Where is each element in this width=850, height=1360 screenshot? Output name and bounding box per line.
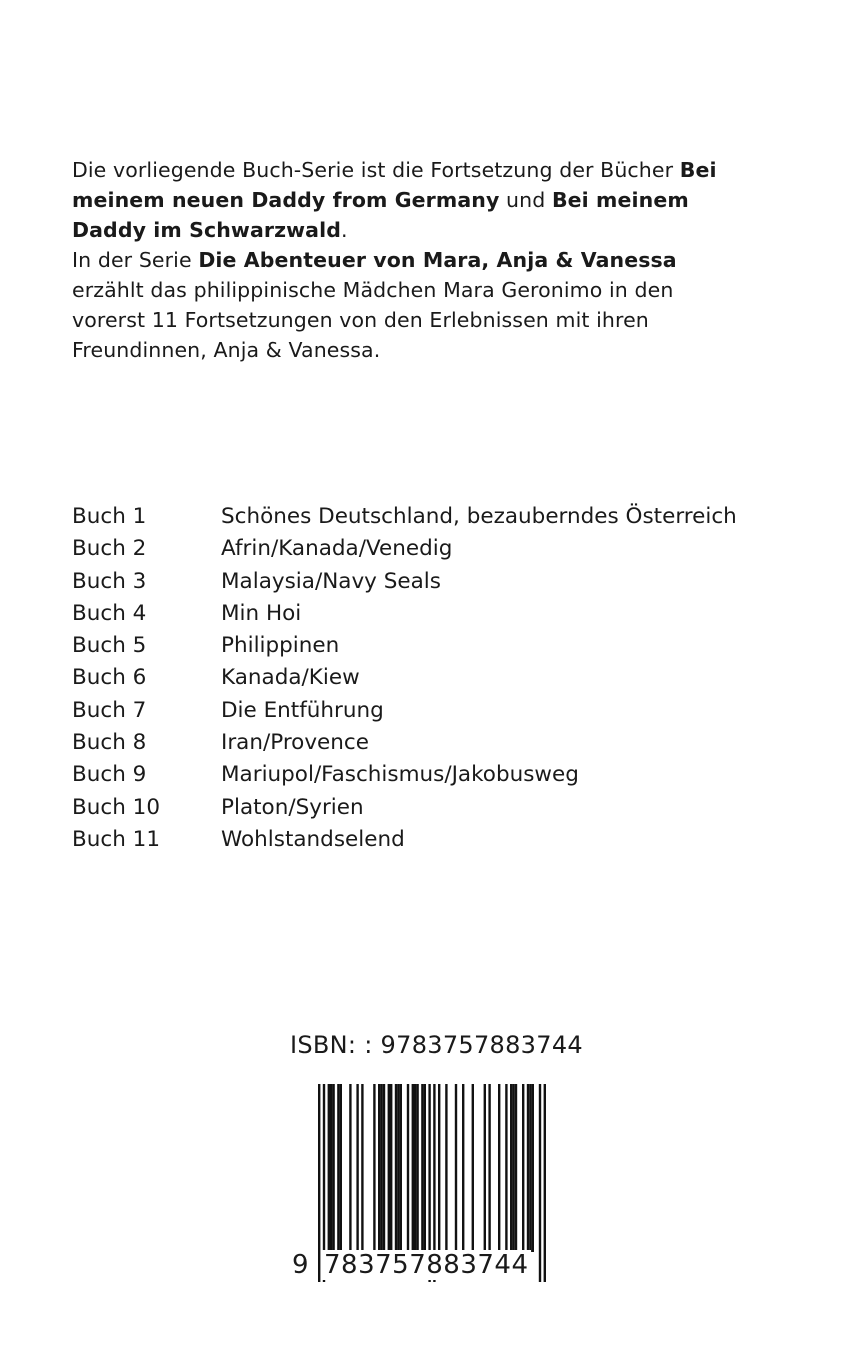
book-row — [72, 695, 792, 727]
book-number: Buch 9 — [72, 762, 147, 788]
series-introduction — [72, 155, 752, 365]
barcode-bar — [330, 1084, 332, 1252]
book-number: Buch 10 — [72, 794, 161, 820]
barcode-first-digit: 9 — [292, 1250, 313, 1280]
barcode-bar — [484, 1084, 486, 1252]
barcode-bar — [522, 1084, 524, 1252]
book-number: Buch 2 — [72, 536, 147, 562]
book-title: Wohlstandselend — [221, 826, 405, 852]
intro-connector: und — [499, 188, 552, 212]
barcode-bar — [378, 1084, 380, 1252]
intro-paragraph-1 — [72, 155, 752, 245]
barcode-bar — [414, 1084, 416, 1252]
book-title: Mariupol/Faschismus/Jakobusweg — [221, 762, 579, 788]
book-title: Malaysia/Navy Seals — [221, 568, 441, 594]
book-number: Buch 4 — [72, 600, 147, 626]
barcode-bar — [388, 1084, 390, 1252]
book-title: Schönes Deutschland, bezauberndes Österreich — [221, 504, 737, 529]
barcode-bar — [400, 1084, 402, 1252]
barcode-bar — [472, 1084, 474, 1252]
barcode-bar — [505, 1084, 507, 1252]
barcode-bar — [349, 1084, 351, 1252]
book-row — [72, 501, 792, 533]
barcode-bar — [328, 1084, 330, 1252]
book-row — [72, 662, 792, 694]
barcode-bar — [488, 1084, 490, 1252]
barcode-bar — [361, 1084, 363, 1252]
barcode-bar — [397, 1084, 399, 1252]
book-title-schwarzwald: Bei meinem Daddy im Schwarzwald — [72, 188, 689, 242]
intro-paragraph-2 — [72, 245, 752, 365]
book-number: Buch 7 — [72, 697, 147, 723]
book-title: Platon/Syrien — [221, 794, 364, 820]
book-number: Buch 5 — [72, 633, 147, 659]
book-title: Die Entführung — [221, 697, 384, 723]
book-list — [72, 501, 792, 856]
book-row — [72, 824, 792, 856]
book-number: Buch 6 — [72, 665, 147, 691]
intro-line-1: Die vorliegende Buch-Serie ist die Fortsetzung der Bücher — [72, 158, 674, 182]
book-title: Min Hoi — [221, 600, 302, 626]
barcode-bar — [445, 1084, 447, 1252]
barcode-bar — [337, 1084, 339, 1252]
book-row — [72, 727, 792, 759]
barcode-digits — [292, 1250, 554, 1284]
intro-period: . — [341, 218, 348, 242]
barcode-bar — [340, 1084, 342, 1252]
book-title: Philippinen — [221, 633, 340, 659]
barcode-bar — [332, 1084, 334, 1252]
series-prefix: In der Serie — [72, 248, 199, 272]
barcode-bar — [438, 1084, 440, 1252]
barcode-remaining-digits: 783757883744 — [324, 1250, 529, 1280]
book-row — [72, 598, 792, 630]
book-number: Buch 8 — [72, 730, 147, 756]
barcode-bar — [498, 1084, 500, 1252]
barcode-bar — [529, 1084, 531, 1252]
book-row — [72, 630, 792, 662]
book-number: Buch 11 — [72, 826, 161, 852]
series-description: erzählt das philippinische Mädchen Mara Geronimo in den vorerst 11 Fortsetzungen von den Erlebnissen mit ihren Freundinnen, Anja & Vanessa. — [72, 278, 674, 362]
book-title-new-daddy: Bei meinem neuen Daddy from Germany — [72, 158, 717, 212]
barcode-bar — [356, 1084, 358, 1252]
book-number: Buch 3 — [72, 568, 147, 594]
book-title: Kanada/Kiew — [221, 665, 360, 691]
barcode-bar — [455, 1084, 457, 1252]
book-row — [72, 533, 792, 565]
book-number: Buch 1 — [72, 504, 147, 529]
book-title: Iran/Provence — [221, 730, 369, 756]
isbn-label: ISBN: : 9783757883744 — [290, 1031, 583, 1059]
book-title: Afrin/Kanada/Venedig — [221, 536, 453, 562]
barcode-bar — [395, 1084, 397, 1252]
barcode-bar — [373, 1084, 375, 1252]
barcode-bar — [515, 1084, 517, 1252]
barcode-bar — [424, 1084, 426, 1252]
barcode-bar — [462, 1084, 464, 1252]
barcode-bar — [407, 1084, 409, 1252]
barcode-bar — [510, 1084, 512, 1252]
barcode-bar — [512, 1084, 514, 1252]
book-row — [72, 759, 792, 791]
barcode-bar — [527, 1084, 529, 1252]
barcode-bar — [416, 1084, 418, 1252]
barcode-bar — [383, 1084, 385, 1252]
barcode-bar — [380, 1084, 382, 1252]
barcode-bar — [421, 1084, 423, 1252]
book-row — [72, 566, 792, 598]
book-row — [72, 792, 792, 824]
series-name: Die Abenteuer von Mara, Anja & Vanessa — [198, 248, 677, 272]
barcode-bar — [532, 1084, 534, 1252]
barcode-bar — [412, 1084, 414, 1252]
barcode-bar — [390, 1084, 392, 1252]
